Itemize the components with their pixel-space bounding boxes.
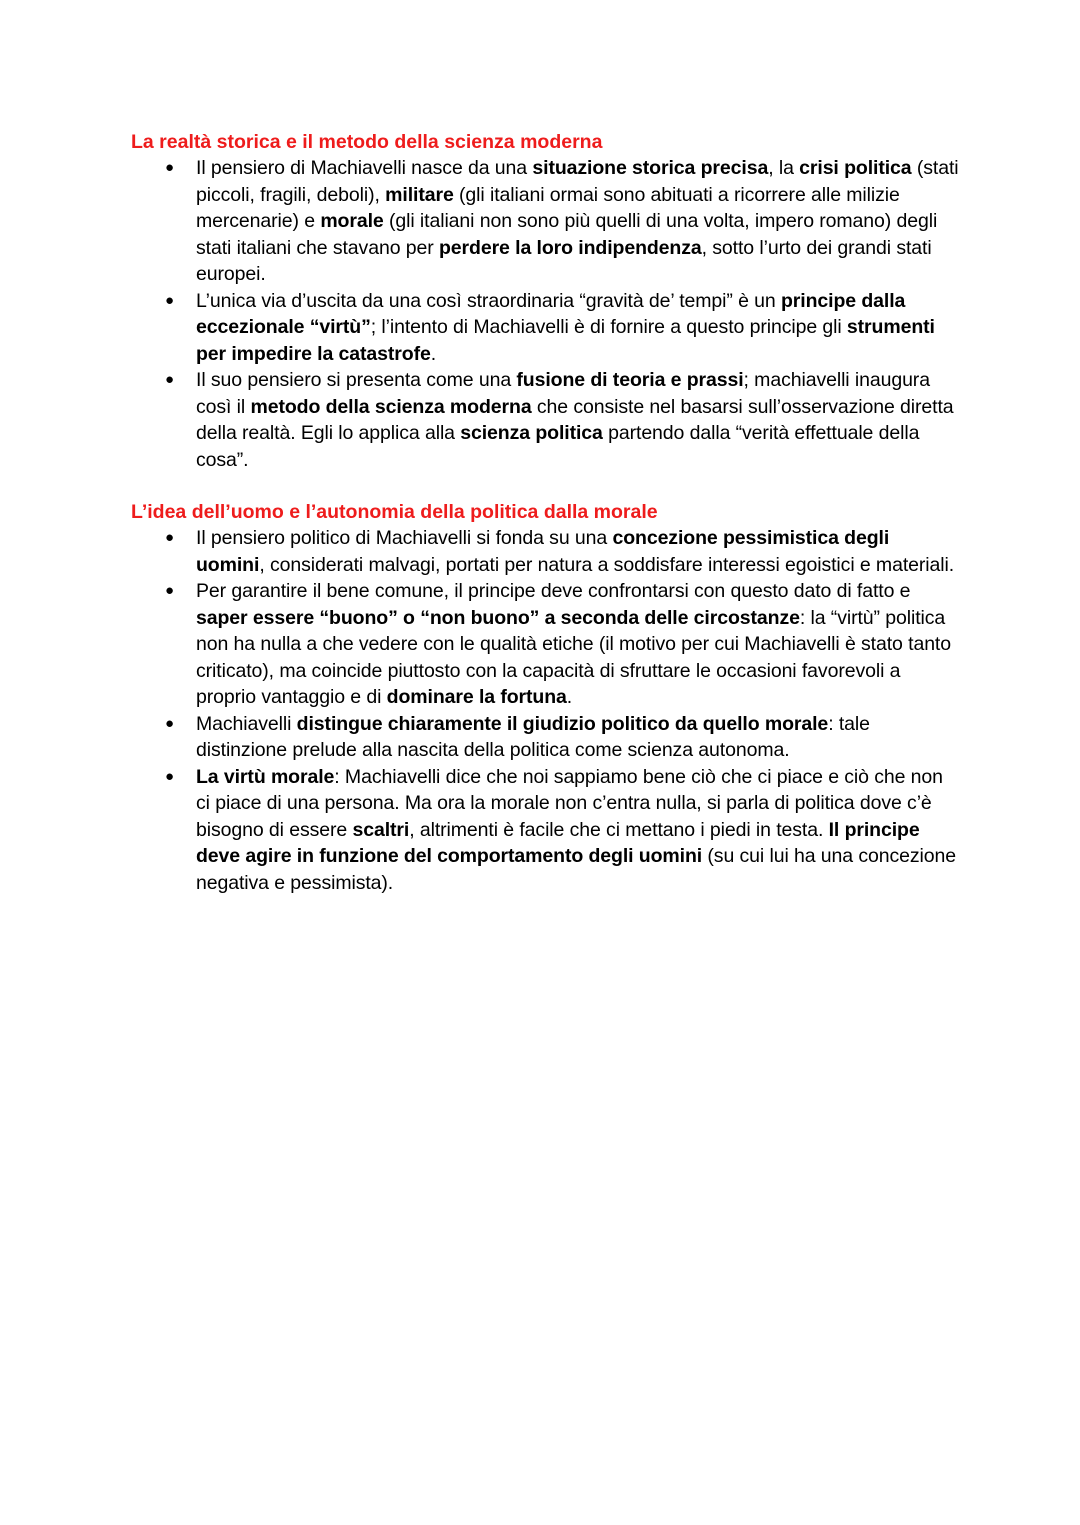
bullet-text: Il pensiero politico di Machiavelli si fonda su una concezione pessimistica degli uomini, considerati malvagi, portati per natura a soddisfare interessi egoistici e materiali.	[196, 527, 955, 576]
bold-phrase: scienza politica	[460, 422, 603, 444]
bullet-list	[131, 525, 961, 896]
bullet-icon: ●	[165, 529, 174, 546]
section-idea-of-man	[131, 499, 961, 896]
bold-phrase: principe dalla eccezionale “virtù”	[196, 289, 906, 338]
bullet-text: La virtù morale: Machiavelli dice che noi sappiamo bene ciò che ci piace e ciò che non ci piace di una persona. Ma ora la morale non c’entra nulla, si parla di politica dove c’è bisogno di essere scaltri, altrimenti è facile che ci mettano i piedi in testa. Il principe deve agire in funzione del comportamento degli uomini (su cui lui ha una concezione negativa e pessimista).	[196, 765, 957, 894]
bullet-text: Machiavelli distingue chiaramente il giudizio politico da quello morale: tale distinzione prelude alla nascita della politica come scienza autonoma.	[196, 712, 870, 761]
document-page	[131, 129, 961, 896]
bold-phrase: concezione pessimistica degli uomini	[196, 527, 890, 576]
bold-phrase: metodo della scienza moderna	[250, 395, 532, 418]
bold-phrase: fusione di teoria e prassi	[516, 369, 744, 391]
bold-phrase: crisi politica	[799, 157, 912, 179]
bullet-icon: ●	[165, 371, 174, 388]
bold-phrase: La virtù morale	[196, 765, 335, 788]
bold-phrase: Il principe deve agire in funzione del comportamento degli uomini	[196, 818, 920, 867]
bullet-text: Il pensiero di Machiavelli nasce da una situazione storica precisa, la crisi politica (stati piccoli, fragili, deboli), militare (gli italiani ormai sono abituati a ricorrere alle milizie mercenarie) e morale (gli italiani non sono più quelli di una volta, impero romano) degli stati italiani che stavano per perdere la loro indipendenza, sotto l’urto dei grandi stati europei.	[196, 157, 959, 285]
bullet-icon: ●	[165, 159, 174, 176]
bullet-item	[131, 525, 961, 578]
bold-phrase: perdere la loro indipendenza	[438, 236, 702, 259]
bold-phrase: situazione storica precisa	[532, 157, 769, 179]
bullet-text: L’unica via d’uscita da una così straordinaria “gravità de’ tempi” è un principe dalla eccezionale “virtù”; l’intento di Machiavelli è di fornire a questo principe gli strumenti per impedire la catastrofe.	[196, 289, 935, 365]
bullet-list	[131, 155, 961, 473]
section-historical-reality	[131, 129, 961, 473]
bullet-item	[131, 578, 961, 711]
section-heading: L’idea dell’uomo e l’autonomia della politica dalla morale	[131, 501, 658, 523]
bullet-icon: ●	[165, 714, 174, 732]
bullet-text: Per garantire il bene comune, il principe deve confrontarsi con questo dato di fatto e saper essere “buono” o “non buono” a seconda delle circostanze: la “virtù” politica non ha nulla a che vedere con le qualità etiche (il motivo per cui Machiavelli è stato tanto criticato), ma coincide piuttosto con la capacità di sfruttare le occasioni favorevoli a proprio vantaggio e di dominare la fortuna.	[196, 580, 951, 708]
bullet-text: Il suo pensiero si presenta come una fusione di teoria e prassi; machiavelli inaugura così il metodo della scienza moderna che consiste nel basarsi sull’osservazione diretta della realtà. Egli lo applica alla scienza politica partendo dalla “verità effettuale della cosa”.	[196, 369, 954, 471]
bold-phrase: dominare la fortuna	[386, 686, 567, 708]
bullet-item	[131, 288, 961, 368]
bullet-item	[131, 764, 961, 897]
bold-phrase: scaltri	[352, 818, 410, 841]
bullet-item	[131, 367, 961, 473]
bullet-icon: ●	[165, 582, 174, 599]
bold-phrase: strumenti per impedire la catastrofe	[196, 316, 935, 365]
bold-phrase: militare	[385, 183, 454, 206]
bullet-item	[131, 711, 961, 764]
bullet-icon: ●	[165, 767, 174, 785]
bold-phrase: morale	[320, 210, 384, 232]
bullet-item	[131, 155, 961, 288]
section-heading: La realtà storica e il metodo della scienza moderna	[131, 131, 603, 153]
bold-phrase: distingue chiaramente il giudizio politico da quello morale	[296, 712, 829, 735]
bold-phrase: saper essere “buono” o “non buono” a seconda delle circostanze	[196, 606, 800, 629]
bullet-icon: ●	[165, 291, 174, 309]
